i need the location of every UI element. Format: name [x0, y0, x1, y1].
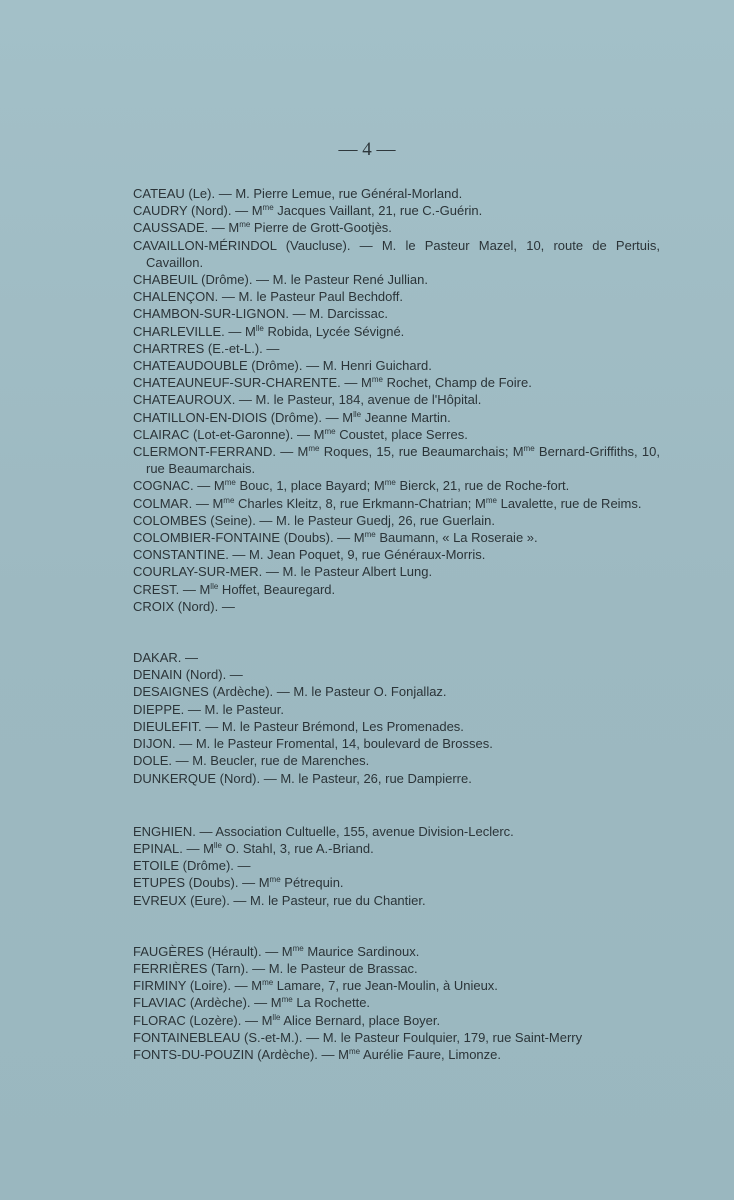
- directory-entry: CHALENÇON. — M. le Pasteur Paul Bechdoff.: [133, 289, 403, 305]
- directory-entry: DENAIN (Nord). —: [133, 667, 243, 683]
- directory-entry: CONSTANTINE. — M. Jean Poquet, 9, rue Généraux-Morris.: [133, 547, 486, 563]
- directory-entry: CAUDRY (Nord). — $M^{me}$ Jacques Vaillant, 21, rue C.-Guérin.: [133, 203, 483, 219]
- directory-entry: CHABEUIL (Drôme). — M. le Pasteur René Jullian.: [133, 272, 429, 288]
- directory-entry: CREST. — $M^{lle}$ Hoffet, Beauregard.: [133, 581, 336, 597]
- directory-entry: COGNAC. — $M^{me}$ Bouc, 1, place Bayard; $M^{me}$ Bierck, 21, rue de Roche-fort.: [133, 478, 570, 494]
- page-number: — 4 —: [338, 139, 396, 160]
- directory-entry: CHATEAUDOUBLE (Drôme). — M. Henri Guichard.: [133, 358, 432, 374]
- directory-entry: DESAIGNES (Ardèche). — M. le Pasteur O. Fonjallaz.: [133, 684, 447, 700]
- directory-entry: DIJON. — M. le Pasteur Fromental, 14, boulevard de Brosses.: [133, 736, 493, 752]
- directory-section: [133, 649, 660, 787]
- directory-entry: EPINAL. — $M^{lle}$ O. Stahl, 3, rue A.-Briand.: [133, 840, 374, 856]
- directory-entry: CHATILLON-EN-DIOIS (Drôme). — $M^{lle}$ Jeanne Martin.: [133, 409, 451, 425]
- directory-entry: CHARLEVILLE. — $M^{lle}$ Robida, Lycée Sévigné.: [133, 323, 405, 339]
- directory-section: [133, 185, 660, 615]
- directory-section: [133, 943, 660, 1063]
- directory-entry: CATEAU (Le). — M. Pierre Lemue, rue Général-Morland.: [133, 186, 463, 201]
- directory-entry: FONTS-DU-POUZIN (Ardèche). — $M^{me}$ Aurélie Faure, Limonze.: [133, 1046, 501, 1062]
- directory-entry: FERRIÈRES (Tarn). — M. le Pasteur de Brassac.: [133, 960, 418, 976]
- directory-entry: COLOMBES (Seine). — M. le Pasteur Guedj, 26, rue Guerlain.: [133, 512, 495, 528]
- directory-entry: COLOMBIER-FONTAINE (Doubs). — $M^{me}$ Baumann, « La Roseraie ».: [133, 530, 538, 546]
- directory-entry: FLORAC (Lozère). — $M^{lle}$ Alice Bernard, place Boyer.: [133, 1012, 441, 1028]
- directory-entry: CLAIRAC (Lot-et-Garonne). — $M^{me}$ Coustet, place Serres.: [133, 426, 468, 442]
- directory-list: [133, 185, 660, 1063]
- directory-entry: FIRMINY (Loire). — $M^{me}$ Lamare, 7, rue Jean-Moulin, à Unieux.: [133, 978, 498, 994]
- directory-entry: CHARTRES (E.-et-L.). —: [133, 340, 280, 356]
- directory-entry: EVREUX (Eure). — M. le Pasteur, rue du Chantier.: [133, 892, 426, 908]
- directory-entry: COURLAY-SUR-MER. — M. le Pasteur Albert Lung.: [133, 564, 433, 580]
- directory-entry: CLERMONT-FERRAND. — $M^{me}$ Roques, 15, rue Beaumarchais; $M^{me}$ Bernard-Griffiths, 10, rue Beaumarchais.: [133, 444, 660, 477]
- directory-entry: DAKAR. —: [133, 650, 199, 666]
- directory-entry: FLAVIAC (Ardèche). — $M^{me}$ La Rochette.: [133, 995, 371, 1011]
- directory-entry: DIEULEFIT. — M. le Pasteur Brémond, Les Promenades.: [133, 718, 464, 734]
- directory-entry: CHAMBON-SUR-LIGNON. — M. Darcissac.: [133, 306, 388, 322]
- directory-section: [133, 823, 660, 909]
- directory-entry: DUNKERQUE (Nord). — M. le Pasteur, 26, rue Dampierre.: [133, 770, 472, 786]
- directory-entry: ETUPES (Doubs). — $M^{me}$ Pétrequin.: [133, 875, 344, 891]
- directory-entry: CAUSSADE. — $M^{me}$ Pierre de Grott-Gootjès.: [133, 220, 392, 236]
- directory-entry: DIEPPE. — M. le Pasteur.: [133, 701, 284, 717]
- directory-entry: COLMAR. — $M^{me}$ Charles Kleitz, 8, rue Erkmann-Chatrian; $M^{me}$ Lavalette, rue de Reims.: [133, 495, 642, 511]
- directory-entry: FAUGÈRES (Hérault). — $M^{me}$ Maurice Sardinoux.: [133, 943, 420, 959]
- directory-entry: ETOILE (Drôme). —: [133, 858, 251, 874]
- directory-entry: DOLE. — M. Beucler, rue de Marenches.: [133, 753, 370, 769]
- directory-entry: CHATEAUNEUF-SUR-CHARENTE. — $M^{me}$ Rochet, Champ de Foire.: [133, 375, 532, 391]
- directory-entry: CHATEAUROUX. — M. le Pasteur, 184, avenue de l'Hôpital.: [133, 392, 482, 408]
- directory-entry: CROIX (Nord). —: [133, 598, 235, 614]
- directory-entry: ENGHIEN. — Association Cultuelle, 155, avenue Division-Leclerc.: [133, 823, 514, 839]
- directory-entry: CAVAILLON-MÉRINDOL (Vaucluse). — M. le Pasteur Mazel, 10, route de Pertuis, Cavaillon.: [133, 237, 660, 270]
- directory-entry: FONTAINEBLEAU (S.-et-M.). — M. le Pasteur Foulquier, 179, rue Saint-Merry: [133, 1029, 583, 1045]
